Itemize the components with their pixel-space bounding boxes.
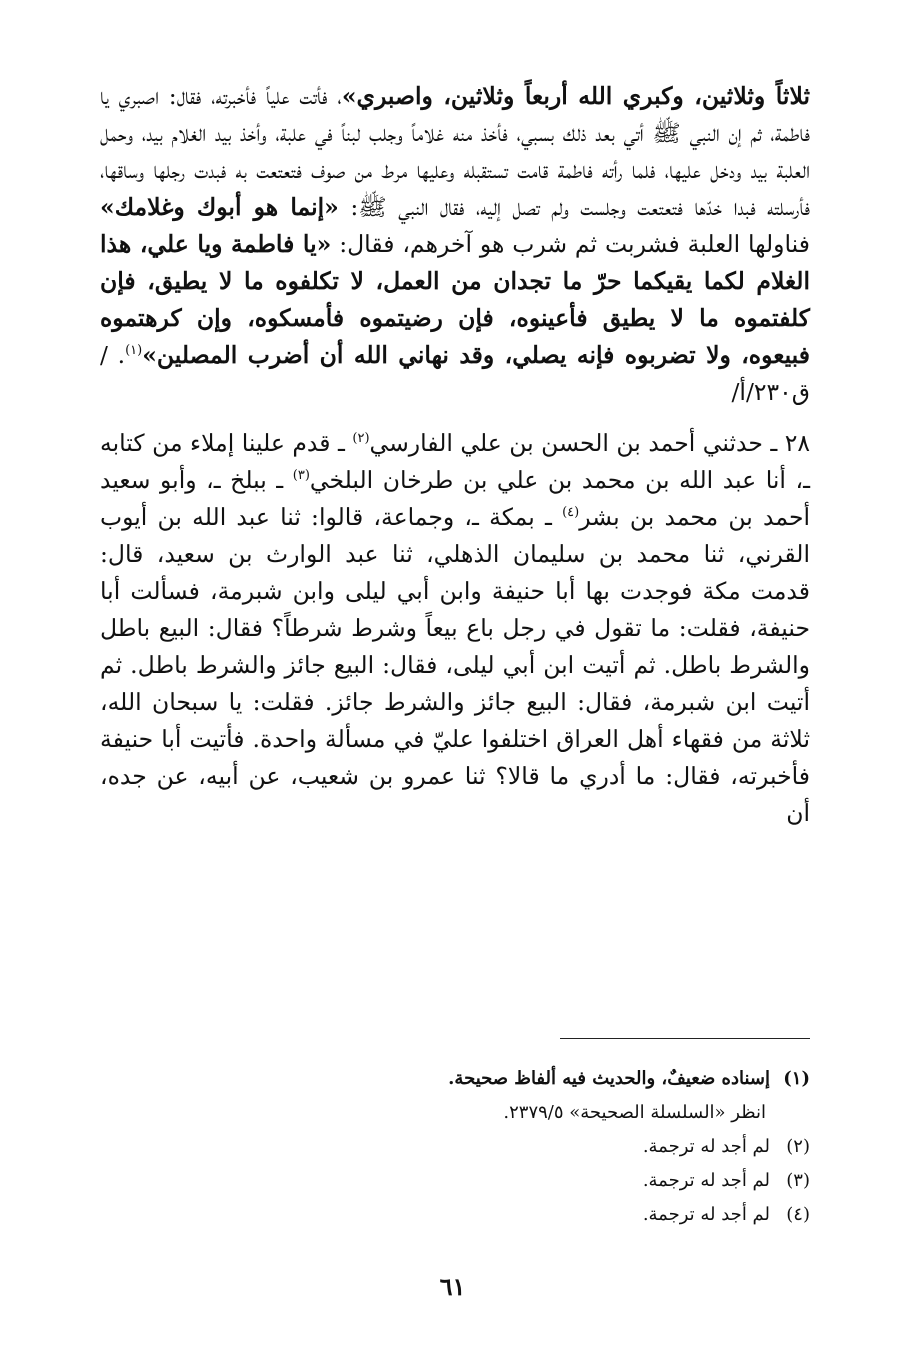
narrative-text: ـ قدم علينا إملاء من كتابه ـ، أنا عبد الله بن محمد بن علي بن طرخان البلخي [100,429,810,494]
footnote-ref: (١) [125,343,143,359]
footnote-1-continuation [100,1096,810,1130]
bold-quote: «إنما هو أبوك وغلامك» [100,193,339,221]
footnote-3 [100,1164,810,1198]
narrative-text: فناولها العلبة فشربت ثم شرب هو آخرهم، فقال: [331,230,810,258]
paragraph-hadith-28 [100,425,810,832]
footnote-number: (٢) [786,1136,810,1157]
bold-quote: ثلاثاً وثلاثين، وكبري الله أربعاً وثلاثين، واصبري» [341,82,811,110]
footnote-text: إسناده ضعيفٌ، والحديث فيه ألفاظ صحيحة. [448,1068,770,1089]
footnote-text: لم أجد له ترجمة. [642,1136,770,1157]
footnote-number: (٣) [786,1170,810,1191]
main-text [100,78,810,832]
footnote-text: انظر «السلسلة الصحيحة» ٢٣٧٩/٥. [503,1102,766,1123]
footnote-number: (١) [783,1068,810,1089]
narrative-text: ، فأتت علياً فأخبرته، فقال: اصبري يا فاطمة، ثم إن النبي ﷺ أتي بعد ذلك بسبي، فأخذ منه غلاماً وجلب لبناً في علبة، وأخذ بيد الغلام بيد، وحمل العلبة بيد ودخل عليها، فلما رأته فاطمة قامت تستقبله وعليها مرط من صوف فتعتعت به فبدت رجلها وساقها، فأرسلته فبدا خدّها فتعتعت وجلست ولم تصل إليه، فقال النبي ﷺ: [100,82,810,221]
footnote-ref: (٢) [352,431,370,447]
page-number: ٦١ [439,1272,466,1301]
footnotes [100,1062,810,1232]
paragraph-hadith-continuation [100,78,810,411]
footnote-ref: (٤) [562,505,580,521]
footnote-divider [560,1038,810,1039]
footnote-number: (٤) [786,1204,810,1225]
footnote-text: لم أجد له ترجمة. [642,1170,770,1191]
footnote-text: لم أجد له ترجمة. [642,1204,770,1225]
bold-quote: «يا فاطمة ويا علي، هذا الغلام لكما يقيكما حرّ ما تجدان من العمل، لا تكلفوه ما لا يطيق، فإن كلفتموه ما لا يطيق فأعينوه، فإن رضيتموه فأمسكوه، وإن كرهتموه فبيعوه، ولا تضربوه فإنه يصلي، وقد نهاني الله أن أضرب المصلين» [100,230,810,369]
footnote-1 [100,1062,810,1096]
footnote-ref: (٣) [292,468,310,484]
narrative-text: ـ بمكة ـ، وجماعة، قالوا: ثنا عبد الله بن أيوب القرني، ثنا محمد بن سليمان الذهلي، ثنا عبد الوارث بن سعيد، قال: قدمت مكة فوجدت بها أبا حنيفة وابن أبي ليلى وابن شبرمة، فسألت أبا حنيفة، فقلت: ما تقول في رجل باع بيعاً وشرط شرطاً؟ فقال: البيع باطل والشرط باطل. ثم أتيت ابن أبي ليلى، فقال: البيع جائز والشرط باطل. ثم أتيت ابن شبرمة، فقال: البيع جائز والشرط جائز. فقلت: يا سبحان الله، ثلاثة من فقهاء أهل العراق اختلفوا عليّ في مسألة واحدة. فأتيت أبا حنيفة فأخبرته، فقال: ما أدري ما قالا؟ ثنا عمرو بن شعيب، عن أبيه، عن جده، أن [100,503,810,827]
manuscript-folio-ref: . /ق٢٣٠/أ/ [100,341,810,406]
footnote-4 [100,1198,810,1232]
narrative-text: ٢٨ ـ حدثني أحمد بن الحسن بن علي الفارسي [369,429,810,457]
footnote-2 [100,1130,810,1164]
narrative-text: ـ ببلخ ـ، وأبو سعيد أحمد بن محمد بن بشر [100,466,810,531]
